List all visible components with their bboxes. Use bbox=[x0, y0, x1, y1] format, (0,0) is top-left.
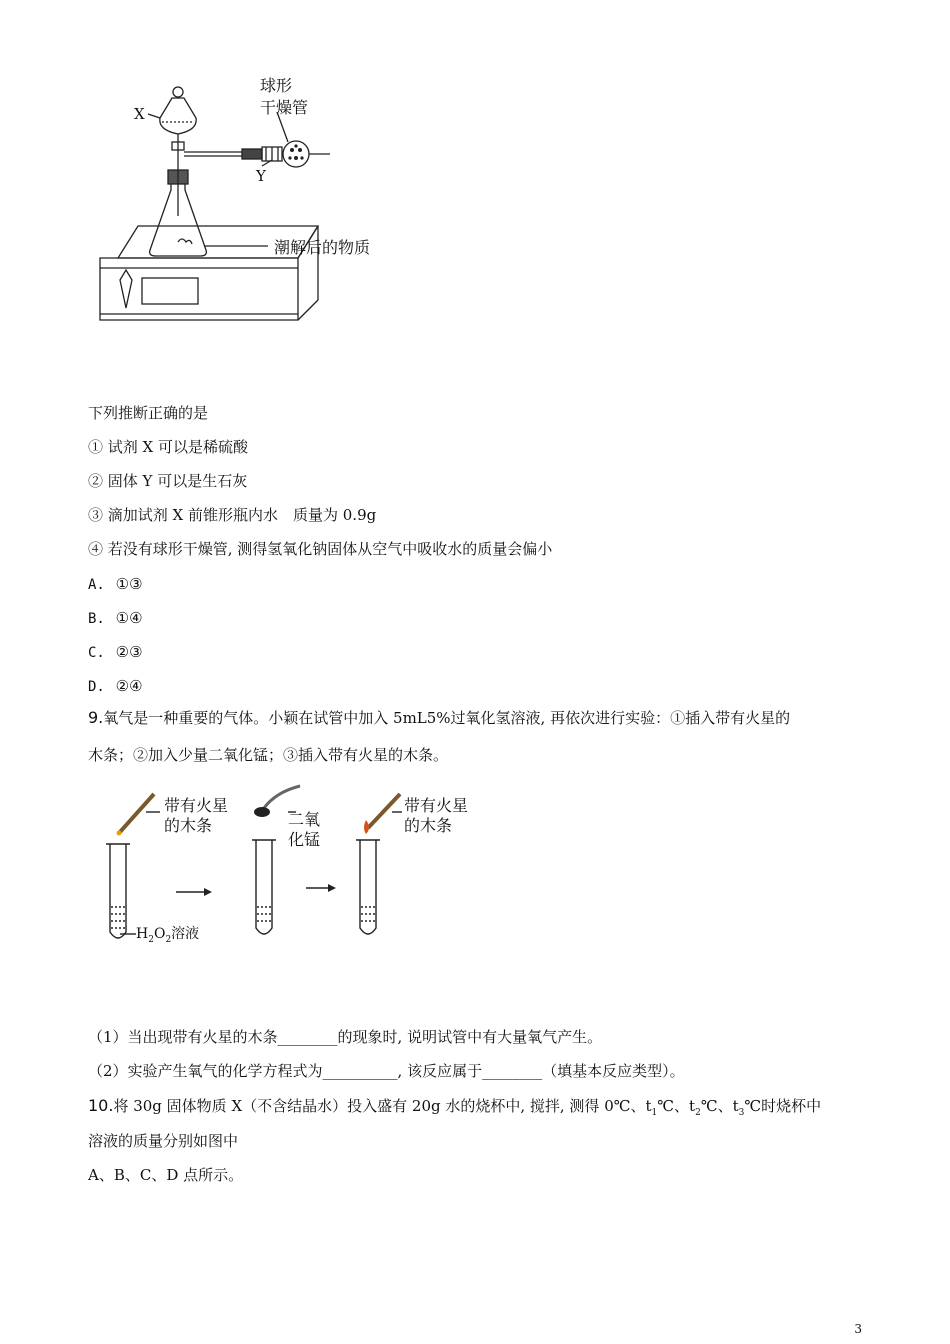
option-letter: C. bbox=[88, 645, 105, 661]
q9-sub2: （2）实验产生氧气的化学方程式为__________, 该反应属于________（填基本反应类型）。 bbox=[88, 1062, 685, 1080]
page-number: 3 bbox=[854, 1322, 862, 1336]
t3-subscript: 3 bbox=[738, 1108, 745, 1118]
h2o2-solution: 溶液 bbox=[171, 926, 200, 942]
option-text: ②③ bbox=[115, 643, 143, 661]
h2o2-sub2: 2 bbox=[165, 934, 172, 945]
h2o2-sub1: 2 bbox=[148, 934, 154, 945]
q10-text-b: ℃、t bbox=[657, 1097, 696, 1115]
splint1-label-line2: 的木条 bbox=[164, 816, 213, 835]
solid-y-label: Y bbox=[256, 167, 266, 185]
q8-statement-2: ② 固体 Y 可以是生石灰 bbox=[88, 472, 248, 490]
option-text: ①③ bbox=[115, 575, 143, 593]
option-text: ②④ bbox=[115, 677, 143, 695]
q9-text-line2: 木条；②加入少量二氧化锰；③插入带有火星的木条。 bbox=[88, 746, 449, 764]
deliquesced-substance-label: 潮解后的物质 bbox=[274, 238, 371, 257]
h2o2-o: O bbox=[153, 926, 166, 942]
q9-text-line1 bbox=[88, 708, 790, 728]
drying-tube-label-line2: 干燥管 bbox=[260, 98, 309, 117]
splint2-label-line2: 的木条 bbox=[404, 816, 453, 835]
t2-subscript: 2 bbox=[695, 1108, 701, 1118]
q8-statement-3: ③ 滴加试剂 X 前锥形瓶内水 质量为 0.9g bbox=[88, 506, 377, 524]
h2o2-h: H bbox=[136, 926, 149, 942]
drying-tube-label-line1: 球形 bbox=[260, 76, 293, 95]
reagent-x-label: X bbox=[134, 105, 145, 123]
t1-subscript: 1 bbox=[651, 1108, 658, 1118]
q8-option-b[interactable] bbox=[88, 608, 143, 629]
q10-text-line1 bbox=[88, 1096, 821, 1123]
q8-prompt: 下列推断正确的是 bbox=[88, 404, 209, 422]
q10-text-d: ℃时烧杯中 bbox=[744, 1097, 822, 1115]
q10-text-line2: 溶液的质量分别如图中 bbox=[88, 1132, 239, 1150]
mno2-label-line2: 化锰 bbox=[288, 830, 321, 849]
question-number: 10. bbox=[88, 1096, 114, 1115]
splint1-label-line1: 带有火星 bbox=[164, 796, 229, 815]
question-number: 9. bbox=[88, 708, 104, 727]
mno2-label-line1: 二氧 bbox=[288, 810, 321, 829]
apparatus-figure bbox=[92, 70, 392, 340]
q10-text-a: 将 30g 固体物质 X（不含结晶水）投入盛有 20g 水的烧杯中, 搅拌, 测得 0℃、t bbox=[113, 1097, 652, 1115]
h2o2-label bbox=[136, 924, 199, 950]
q10-text-line3: A、B、C、D 点所示。 bbox=[88, 1166, 244, 1184]
test-tube-figure bbox=[100, 782, 500, 952]
q8-statement-1: ① 试剂 X 可以是稀硫酸 bbox=[88, 438, 248, 456]
option-letter: B. bbox=[88, 611, 105, 627]
q9-text: 氧气是一种重要的气体。小颖在试管中加入 5mL5%过氧化氢溶液, 再依次进行实验：①插入带有火星的 bbox=[103, 709, 791, 727]
q9-sub1: （1）当出现带有火星的木条________的现象时, 说明试管中有大量氧气产生。 bbox=[88, 1028, 603, 1046]
option-letter: A. bbox=[88, 577, 105, 593]
option-text: ①④ bbox=[115, 609, 143, 627]
q8-option-d[interactable] bbox=[88, 676, 143, 697]
q8-statement-4: ④ 若没有球形干燥管, 测得氢氧化钠固体从空气中吸收水的质量会偏小 bbox=[88, 540, 553, 558]
q8-option-a[interactable] bbox=[88, 574, 143, 595]
option-letter: D. bbox=[88, 679, 105, 695]
q8-option-c[interactable] bbox=[88, 642, 143, 663]
q10-text-c: ℃、t bbox=[700, 1097, 739, 1115]
splint2-label-line1: 带有火星 bbox=[404, 796, 469, 815]
